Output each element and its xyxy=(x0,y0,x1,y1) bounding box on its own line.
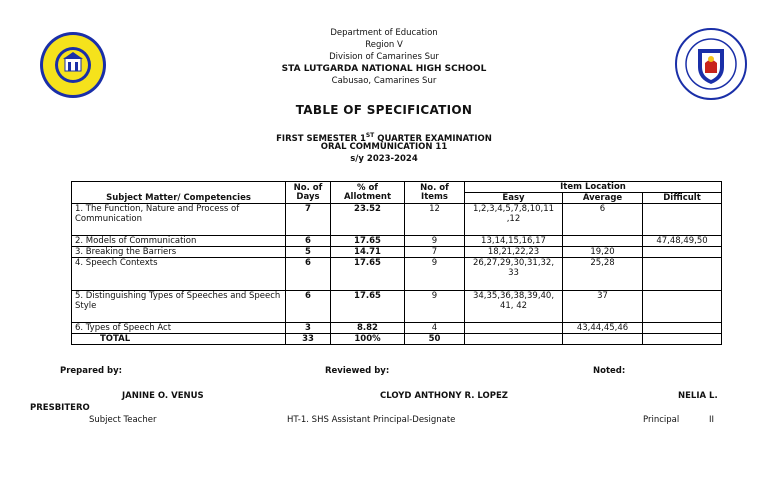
total-easy xyxy=(465,334,563,345)
school-name: STA LUTGARDA NATIONAL HIGH SCHOOL xyxy=(281,64,487,74)
row-subject: 6. Types of Speech Act xyxy=(72,323,286,334)
row-allotment: 14.71 xyxy=(331,247,405,258)
noted-name-second: PRESBITERO xyxy=(30,403,90,413)
table-row xyxy=(72,204,722,236)
row-days: 5 xyxy=(286,247,331,258)
header-easy: Easy xyxy=(465,193,563,204)
row-subject: 5. Distinguishing Types of Speeches and Speech Style xyxy=(72,291,286,323)
exam-line-2: ORAL COMMUNICATION 11 xyxy=(320,142,448,152)
row-easy: 34,35,36,38,39,40, 41, 42 xyxy=(465,291,563,323)
total-label: TOTAL xyxy=(72,334,286,345)
page-title: TABLE OF SPECIFICATION xyxy=(295,103,473,117)
row-items: 12 xyxy=(405,204,465,236)
table-row xyxy=(72,247,722,258)
row-days: 3 xyxy=(286,323,331,334)
prepared-name: JANINE O. VENUS xyxy=(122,391,204,401)
row-days: 7 xyxy=(286,204,331,236)
prepared-label: Prepared by: xyxy=(60,366,123,376)
row-allotment: 23.52 xyxy=(331,204,405,236)
row-average: 37 xyxy=(563,291,643,323)
specification-table xyxy=(71,181,722,345)
prepared-role: Subject Teacher xyxy=(89,415,157,425)
row-items: 7 xyxy=(405,247,465,258)
noted-name-first: NELIA L. xyxy=(678,391,718,401)
total-difficult xyxy=(643,334,722,345)
region-line: Region V xyxy=(365,40,403,50)
row-average: 43,44,45,46 xyxy=(563,323,643,334)
row-difficult: 47,48,49,50 xyxy=(643,236,722,247)
department-line: Department of Education xyxy=(330,28,438,38)
header-items: No. of Items xyxy=(405,182,465,204)
row-subject: 2. Models of Communication xyxy=(72,236,286,247)
row-subject: 3. Breaking the Barriers xyxy=(72,247,286,258)
row-items: 9 xyxy=(405,258,465,291)
header-subject: Subject Matter/ Competencies xyxy=(72,182,286,204)
row-average: 19,20 xyxy=(563,247,643,258)
reviewed-label: Reviewed by: xyxy=(325,366,390,376)
header-location: Item Location xyxy=(465,182,722,193)
row-allotment: 17.65 xyxy=(331,258,405,291)
row-easy xyxy=(465,323,563,334)
row-difficult xyxy=(643,258,722,291)
row-allotment: 17.65 xyxy=(331,236,405,247)
exam-line-1-pre: FIRST SEMESTER 1 xyxy=(276,133,366,144)
exam-line-1-post: QUARTER EXAMINATION xyxy=(374,133,492,144)
noted-role: Principal xyxy=(643,415,680,425)
row-subject: 1. The Function, Nature and Process of Communication xyxy=(72,204,286,236)
noted-label: Noted: xyxy=(593,366,626,376)
exam-line-1-sup: ST xyxy=(365,132,375,139)
row-easy: 13,14,15,16,17 xyxy=(465,236,563,247)
noted-role-level: II xyxy=(709,415,715,425)
header-average: Average xyxy=(563,193,643,204)
reviewed-name: CLOYD ANTHONY R. LOPEZ xyxy=(380,391,508,401)
total-row xyxy=(72,334,722,345)
row-average: 6 xyxy=(563,204,643,236)
total-items: 50 xyxy=(405,334,465,345)
table-row xyxy=(72,258,722,291)
reviewed-role: HT-1. SHS Assistant Principal-Designate xyxy=(287,415,456,425)
exam-line-3: s/y 2023-2024 xyxy=(350,154,418,164)
table-row xyxy=(72,323,722,334)
row-days: 6 xyxy=(286,236,331,247)
row-difficult xyxy=(643,323,722,334)
row-average: 25,28 xyxy=(563,258,643,291)
row-difficult xyxy=(643,204,722,236)
row-items: 4 xyxy=(405,323,465,334)
row-difficult xyxy=(643,247,722,258)
row-average xyxy=(563,236,643,247)
total-allotment: 100% xyxy=(331,334,405,345)
table-row xyxy=(72,291,722,323)
row-easy: 26,27,29,30,31,32, 33 xyxy=(465,258,563,291)
row-items: 9 xyxy=(405,291,465,323)
header-days: No. of Days xyxy=(286,182,331,204)
row-allotment: 8.82 xyxy=(331,323,405,334)
row-allotment: 17.65 xyxy=(331,291,405,323)
row-difficult xyxy=(643,291,722,323)
row-days: 6 xyxy=(286,258,331,291)
table-row xyxy=(72,236,722,247)
header-difficult: Difficult xyxy=(643,193,722,204)
school-address: Cabusao, Camarines Sur xyxy=(331,76,437,86)
row-subject: 4. Speech Contexts xyxy=(72,258,286,291)
total-days: 33 xyxy=(286,334,331,345)
row-easy: 1,2,3,4,5,7,8,10,11 ,12 xyxy=(465,204,563,236)
total-average xyxy=(563,334,643,345)
division-line: Division of Camarines Sur xyxy=(329,52,439,62)
row-items: 9 xyxy=(405,236,465,247)
row-days: 6 xyxy=(286,291,331,323)
row-easy: 18,21,22,23 xyxy=(465,247,563,258)
header-allotment: % of Allotment xyxy=(331,182,405,204)
